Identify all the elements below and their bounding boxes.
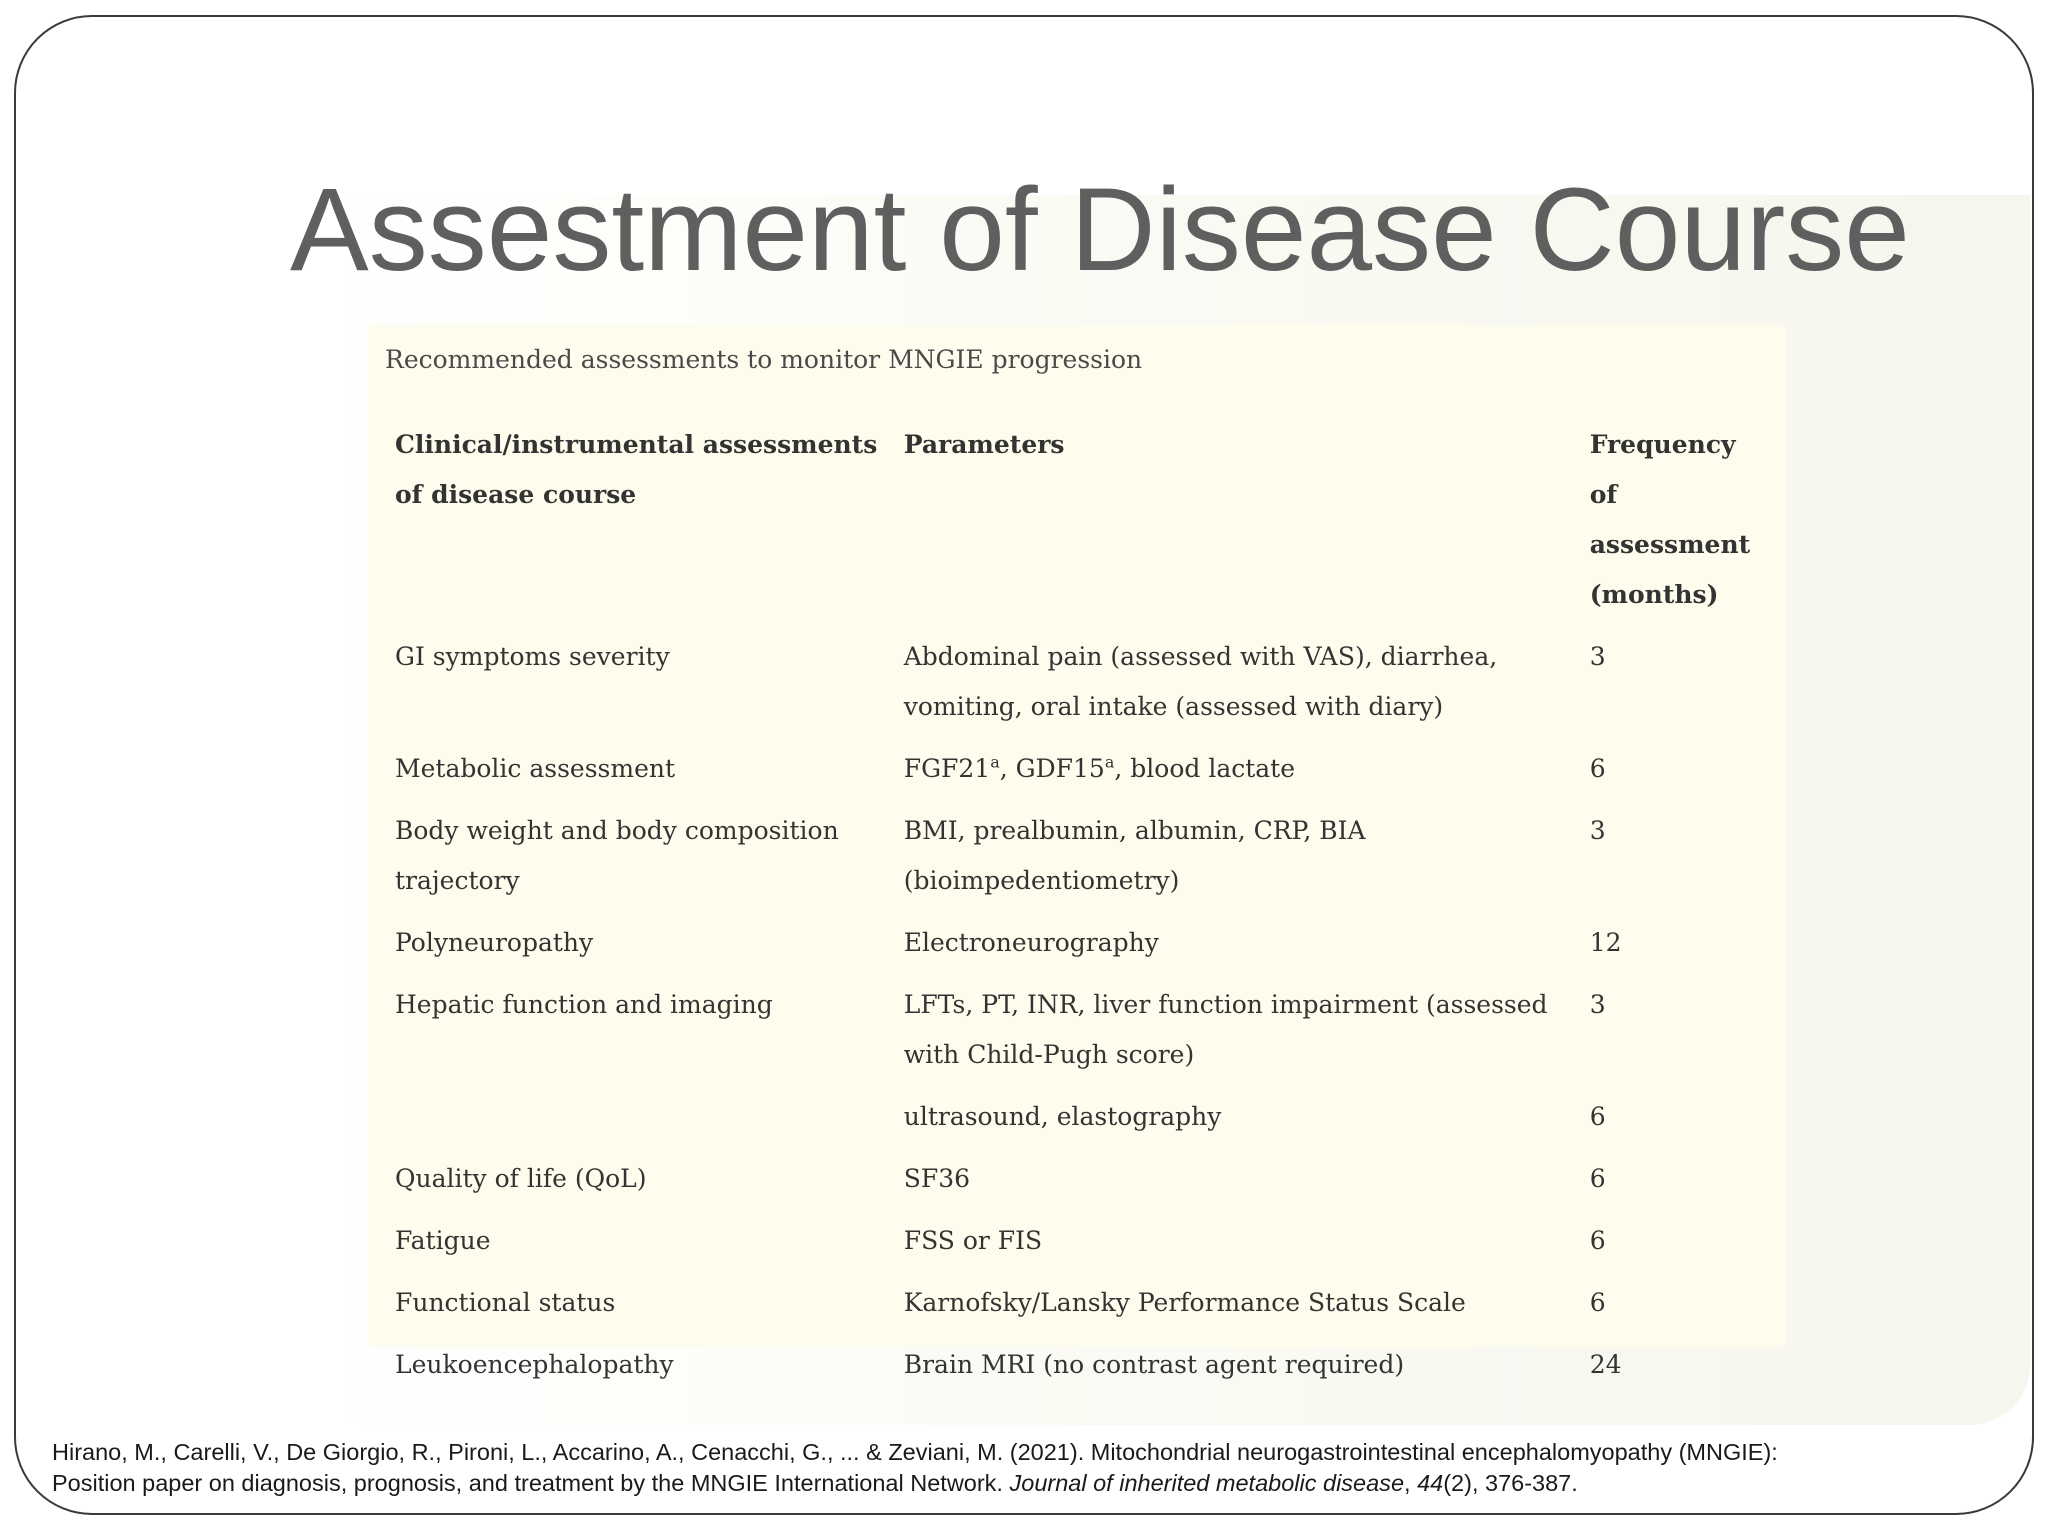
footnote-marker: a <box>990 752 1000 772</box>
table-row <box>383 744 1778 806</box>
cell-assessment <box>383 1092 892 1154</box>
citation-line-2 <box>52 1468 2012 1499</box>
assessment-table <box>383 420 1778 1402</box>
citation-volume: 44 <box>1417 1470 1444 1496</box>
cell-assessment: GI symptoms severity <box>395 642 670 671</box>
cell-parameters: SF36 <box>903 1164 971 1193</box>
cell-frequency: 3 <box>1589 990 1606 1019</box>
cell-parameters: FSS or FIS <box>903 1226 1043 1255</box>
table-row <box>383 1154 1778 1216</box>
cell-parameters: ultrasound, elastography <box>903 1102 1222 1131</box>
citation-title-text: Position paper on diagnosis, prognosis, and treatment by the MNGIE International Network. <box>52 1470 1010 1496</box>
header-assessment: Clinical/instrumental assessments of disease course <box>395 430 878 509</box>
cell-parameters: Abdominal pain (assessed with VAS), diarrhea, vomiting, oral intake (assessed with diary) <box>903 642 1498 721</box>
cell-frequency: 3 <box>1589 816 1606 845</box>
cell-assessment: Quality of life (QoL) <box>395 1164 647 1193</box>
cell-frequency: 6 <box>1589 1164 1606 1193</box>
table-row <box>383 1216 1778 1278</box>
table-row <box>383 806 1778 918</box>
table-row <box>383 1278 1778 1340</box>
table-row <box>383 1092 1778 1154</box>
citation-reference <box>52 1437 2012 1499</box>
param-text: , blood lactate <box>1114 754 1296 783</box>
slide-title: Assestment of Disease Course <box>290 164 1910 296</box>
cell-frequency: 6 <box>1589 754 1606 783</box>
cell-assessment: Fatigue <box>395 1226 491 1255</box>
citation-line-1: Hirano, M., Carelli, V., De Giorgio, R., Pironi, L., Accarino, A., Cenacchi, G., ... & Zeviani, M. (2021). Mitochondrial neurogastrointestinal encephalomyopathy (MNGIE): <box>52 1439 1778 1465</box>
param-text: , GDF15 <box>999 754 1105 783</box>
cell-assessment: Body weight and body composition trajectory <box>395 816 839 895</box>
cell-parameters: Electroneurography <box>903 928 1159 957</box>
cell-frequency: 6 <box>1589 1102 1606 1131</box>
cell-frequency: 12 <box>1589 928 1622 957</box>
cell-parameters: LFTs, PT, INR, liver function impairment (assessed with Child-Pugh score) <box>903 990 1548 1069</box>
table-panel <box>368 325 1786 1379</box>
table-row <box>383 980 1778 1092</box>
header-frequency: Frequency of assessment (months) <box>1589 430 1751 609</box>
citation-pages: (2), 376-387. <box>1443 1470 1578 1496</box>
cell-frequency: 6 <box>1589 1226 1606 1255</box>
cell-assessment: Polyneuropathy <box>395 928 594 957</box>
citation-separator: , <box>1404 1470 1418 1496</box>
cell-frequency: 24 <box>1589 1350 1622 1379</box>
cell-parameters <box>892 744 1578 806</box>
table-caption: Recommended assessments to monitor MNGIE progression <box>385 345 1143 374</box>
cell-frequency: 3 <box>1589 642 1606 671</box>
cell-parameters: Karnofsky/Lansky Performance Status Scale <box>903 1288 1466 1317</box>
cell-assessment: Functional status <box>395 1288 616 1317</box>
table-row <box>383 632 1778 744</box>
footnote-marker: a <box>1104 752 1115 772</box>
cell-frequency: 6 <box>1589 1288 1606 1317</box>
param-text: FGF21 <box>903 754 991 783</box>
table-header-row <box>383 420 1778 632</box>
cell-parameters: Brain MRI (no contrast agent required) <box>903 1350 1405 1379</box>
cell-assessment: Leukoencephalopathy <box>395 1350 674 1379</box>
cell-parameters: BMI, prealbumin, albumin, CRP, BIA (bioimpedentiometry) <box>903 816 1366 895</box>
citation-journal: Journal of inherited metabolic disease <box>1009 1470 1405 1496</box>
table-row <box>383 1340 1778 1402</box>
header-parameters: Parameters <box>903 430 1065 459</box>
cell-assessment: Hepatic function and imaging <box>395 990 773 1019</box>
cell-assessment: Metabolic assessment <box>395 754 676 783</box>
table-row <box>383 918 1778 980</box>
